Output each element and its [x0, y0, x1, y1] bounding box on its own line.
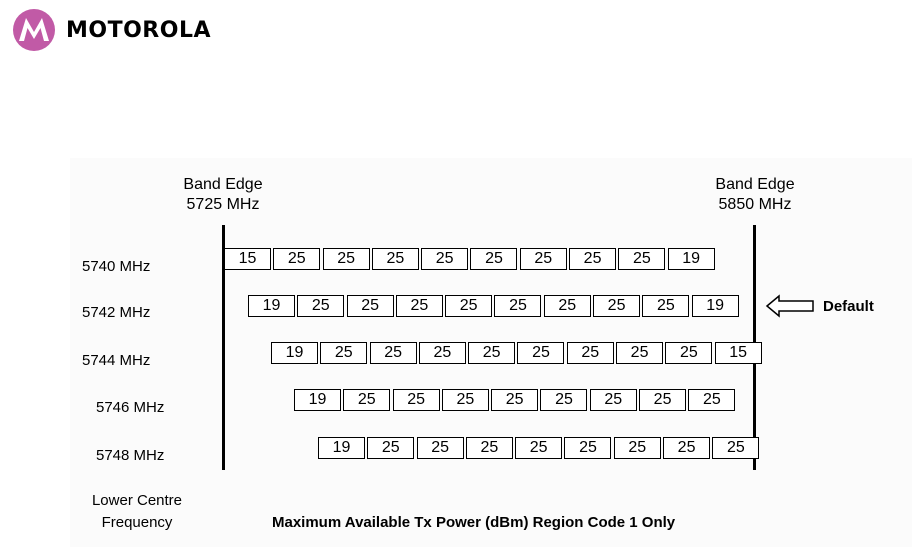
upper-band-edge-frequency: 5850 MHz: [718, 196, 792, 213]
row-label-5746: 5746 MHz: [96, 399, 165, 416]
power-cell: 19: [248, 295, 295, 317]
power-cell: 25: [712, 437, 759, 459]
power-cell: 19: [271, 342, 318, 364]
power-cell: 25: [323, 248, 370, 270]
power-cell: 25: [593, 295, 640, 317]
power-cell: 25: [491, 389, 538, 411]
power-cell: 25: [396, 295, 443, 317]
power-cell: 25: [370, 342, 417, 364]
lower-centre-line2: Frequency: [101, 514, 173, 531]
motorola-batwing-icon: [12, 8, 56, 52]
power-cell: 25: [564, 437, 611, 459]
power-cell: 25: [470, 248, 517, 270]
row-label-5742: 5742 MHz: [82, 304, 151, 321]
power-cell: 25: [520, 248, 567, 270]
power-cell: 25: [417, 437, 464, 459]
power-cell: 25: [665, 342, 712, 364]
power-cell: 25: [567, 342, 614, 364]
lower-centre-line1: Lower Centre: [91, 492, 183, 509]
power-cell: 25: [642, 295, 689, 317]
power-cell: 25: [445, 295, 492, 317]
power-cell: 25: [540, 389, 587, 411]
power-cell: 19: [692, 295, 739, 317]
arrow-left-outline-icon: [765, 294, 815, 318]
power-cell: 19: [668, 248, 715, 270]
brand-logo: [12, 8, 211, 52]
power-cell: 25: [297, 295, 344, 317]
power-cell: 25: [688, 389, 735, 411]
power-cell: 25: [515, 437, 562, 459]
channel-row-5746: [294, 389, 735, 411]
channel-row-5740: [224, 248, 715, 270]
channel-row-5748: [318, 437, 759, 459]
brand-name: MOTOROLA: [66, 17, 211, 43]
lower-band-edge-frequency: 5725 MHz: [186, 196, 260, 213]
power-cell: 25: [544, 295, 591, 317]
power-cell: 25: [367, 437, 414, 459]
row-label-5744: 5744 MHz: [82, 352, 151, 369]
power-cell: 15: [224, 248, 271, 270]
upper-band-edge-label: [695, 175, 815, 215]
power-cell: 25: [343, 389, 390, 411]
lower-centre-frequency-label: [72, 490, 202, 534]
power-cell: 25: [590, 389, 637, 411]
power-cell: 25: [419, 342, 466, 364]
channel-row-5744: [271, 342, 762, 364]
power-cell: 25: [616, 342, 663, 364]
power-cell: 19: [318, 437, 365, 459]
channel-row-5742: [248, 295, 739, 317]
row-label-5748: 5748 MHz: [96, 447, 165, 464]
diagram-caption: Maximum Available Tx Power (dBm) Region Code 1 Only: [272, 514, 676, 531]
power-cell: 25: [466, 437, 513, 459]
power-cell: 25: [347, 295, 394, 317]
lower-band-edge-label: [163, 175, 283, 215]
power-cell: 25: [618, 248, 665, 270]
power-cell: 25: [663, 437, 710, 459]
power-cell: 25: [614, 437, 661, 459]
power-cell: 25: [569, 248, 616, 270]
power-cell: 25: [393, 389, 440, 411]
power-cell: 25: [494, 295, 541, 317]
power-cell: 25: [273, 248, 320, 270]
power-cell: 25: [639, 389, 686, 411]
power-cell: 25: [468, 342, 515, 364]
power-cell: 25: [421, 248, 468, 270]
default-marker: [765, 294, 874, 318]
power-cell: 19: [294, 389, 341, 411]
power-cell: 15: [715, 342, 762, 364]
power-cell: 25: [442, 389, 489, 411]
power-cell: 25: [320, 342, 367, 364]
upper-band-edge-title: Band Edge: [715, 176, 795, 193]
row-label-5740: 5740 MHz: [82, 258, 151, 275]
lower-band-edge-title: Band Edge: [183, 176, 263, 193]
power-cell: 25: [517, 342, 564, 364]
power-cell: 25: [372, 248, 419, 270]
default-label: Default: [823, 297, 874, 315]
